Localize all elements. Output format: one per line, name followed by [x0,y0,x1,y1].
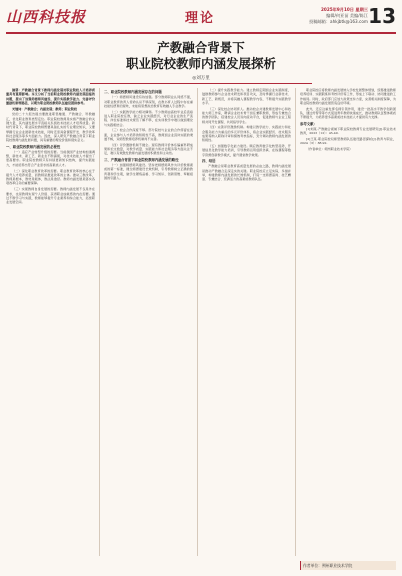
text-column-3 [202,88,291,556]
text-column-1 [6,88,95,556]
body-paragraph: 此外，还应注重发挥名师引领作用，建设一批高水平教学创新团队，通过传帮带等方式促进青年教师快速成长，推动教师队伍整体素质不断提升，为培养更多高素质技术技能人才提供有力支撑。 [300,106,396,120]
email-line: 投稿邮箱：ahkjbtk@163.com [309,19,368,24]
body-paragraph: （五）加强数字化能力建设。顺应教育数字化转型趋势，开展信息化教学能力培训，引导教师运用虚拟仿真、在线课程等数字资源创新教学模式，提升课堂教学效果。 [202,144,291,157]
article-abstract: 摘要：产教融合背景下教师内涵发展对职业院校人才培养质量具有重要影响。本文分析了当前职业院校教师内涵发展面临的问题，提出了加强师德师风建设、提升实践教学能力、完善评价激励机制等路径，以期为职业院校教师队伍建设提供参考。 [6,88,95,105]
column-1-body [6,112,95,204]
page-number: 13 [368,4,396,28]
article-title-line2: 职业院校教师内涵发展探析 [125,56,276,71]
section-heading: 二、职业院校教师内涵发展存在的问题 [104,90,162,94]
body-paragraph: （二）提升实践教学能力。建立教师定期到企业实践制度，鼓励教师参与企业技术研发和项目攻关，及时掌握行业新技术、新工艺、新规范，并将其融入课程教学内容，不断提升实践教学水平。 [202,88,291,105]
section-heading: 一、职业院校教师内涵发展的必要性 [6,144,61,149]
body-paragraph: （三）实现教师自身发展的需要。教师内涵发展不仅是外在要求，也是教师实现个人价值、获得职业成就感的内在需要。通过不断学习与实践，教师能够提升专业素养和综合能力，拓宽职业发展空间。 [6,187,95,205]
text-column-4 [300,88,396,518]
issue-date: 2025年9月10日 星期三 [321,7,368,12]
masthead-logo: 山西科技报 [6,8,87,26]
title-divider [90,83,312,84]
body-paragraph: （三）校企合作深度不够。部分院校与企业的合作停留在表面，企业参与人才培养的积极性不高，教师到企业顶岗实践的渠道不畅，双师型教师培养机制尚不完善。 [104,128,193,141]
body-paragraph: （二）实践教学能力相对薄弱。不少教师由高校毕业后直接进入职业院校任教，缺乏企业实践经历，对行业企业的生产流程、岗位标准和技术规范了解不够，在实训教学中难以做到理论与实践相结合。 [104,109,193,127]
body-paragraph: （一）适应产业转型升级的需要。当前我国产业结构加速调整，新技术、新工艺、新业态不断涌现，对技术技能人才提出了更高要求。职业院校教师只有持续更新知识结构，提升实践能力，才能培养出符合产业需求的高素质人才。 [6,149,95,167]
body-paragraph: （四）评价激励机制不健全。现有教师评价体系偏重科研成果和论文数量，对教学质量、实践能力和社会服务等方面关注不足，难以有效激发教师内涵发展的积极性和主动性。 [104,142,193,156]
section-title: 理论 [185,11,216,26]
body-paragraph: （三）深化校企协同育人。推动校企共建教师发展中心和技能大师工作室，聘请企业技术骨干担任兼职教师，形成专兼结合的教学团队；搭建校企人员双向流动平台，促进教师与企业工程师共同开发课程、共同指导学生。 [202,106,291,124]
header-divider [6,32,396,34]
body-paragraph: [1]刘某.产教融合视域下职业院校教师专业发展研究[J].职业技术教育，2023（12）：45-49. [300,126,396,136]
body-paragraph: （一）师德师风建设有待加强。部分教师职业认同感不强，对职业教育的育人使命认识不够深刻，在教书育人过程中存在重技能轻德育的现象，未能将思想政治教育有效融入专业教学。 [104,95,193,108]
author-unit-bar: 作者单位：朔州职业技术学院 [300,561,396,570]
issue-meta [309,7,368,25]
page-header [0,0,402,38]
text-column-2 [104,88,193,556]
body-paragraph: （一）加强师德师风建设。坚持把师德师风作为评价教师素质的第一标准，健全师德建设长效机制，引导教师树立正确的教育观和学生观，做学生锤炼品格、学习知识、创新思维、奉献祖国的引路人。 [104,162,193,180]
section-heading: 四、结语 [202,158,216,163]
article-title-line1: 产教融合背景下 [157,40,245,55]
body-paragraph: （作者单位：朔州职业技术学院） [306,147,353,152]
section-heading: 三、产教融合背景下职业院校教师内涵发展的路径 [104,157,179,162]
body-paragraph: 职业院校应将教师内涵发展纳入学校发展整体规划，统筹推进教师培养培训、实践锻炼和考核评价等工作，形成上下联动、协同推进的工作格局。同时，政府部门应加大政策支持力度，完善相关制度保障，为职业院校教师内涵发展营造良好环境。 [300,88,396,105]
body-paragraph: [2]王某.职业院校双师型教师队伍建设路径探析[J].教育与职业，2024（3）：88-92. [300,136,396,146]
body-paragraph: 产教融合是职业教育高质量发展的必由之路，教师内涵发展是推动产教融合走深走实的关键。职业院校应立足实际，多措并举，构建教师内涵发展的长效机制，打造一支师德高尚、技艺精湛、专兼结合、充满活力的高素质教师队伍。 [202,164,291,182]
editor-line: 编辑/何亚苗 美编/陈江 [326,13,368,18]
body-paragraph: （四）完善评价激励机制。构建以教学能力、实践能力和社会服务能力为重点的多元评价体系，将企业实践经历、技术服务成果等纳入职称评审和绩效考核指标，充分调动教师内涵发展的积极性。 [202,125,291,143]
body-paragraph: （二）深化职业教育改革的需要。职业教育改革的核心在于提升人才培养质量，而教师是推进改革的主体。推动三教改革，教师是根本，教材是载体，教法是途径。教师内涵发展是落实各项改革任务的重要保障。 [6,168,95,186]
section-heading: 参考文献： [300,121,317,126]
article-byline: ◎刘万里 [192,76,210,81]
article-title [0,40,402,72]
body-paragraph: 党的二十大报告提出要推进职普融通、产教融合、科教融汇，优化职业教育类型定位。职业院校教师是实施产教融合的关键力量，其内涵发展水平直接关系到技术技能人才培养质量。新时代背景下，职业院校教师既要具备扎实的专业理论知识，又要掌握行业企业最新技术技能，同时还需具备课程开发、教学改革和社会服务等多方面能力。因此，深入研究产教融合背景下职业院校教师内涵发展问题，具有重要的理论价值和现实意义。 [6,112,95,143]
article-keywords: 关键词：产教融合；内涵发展；教师；职业院校 [12,106,77,111]
